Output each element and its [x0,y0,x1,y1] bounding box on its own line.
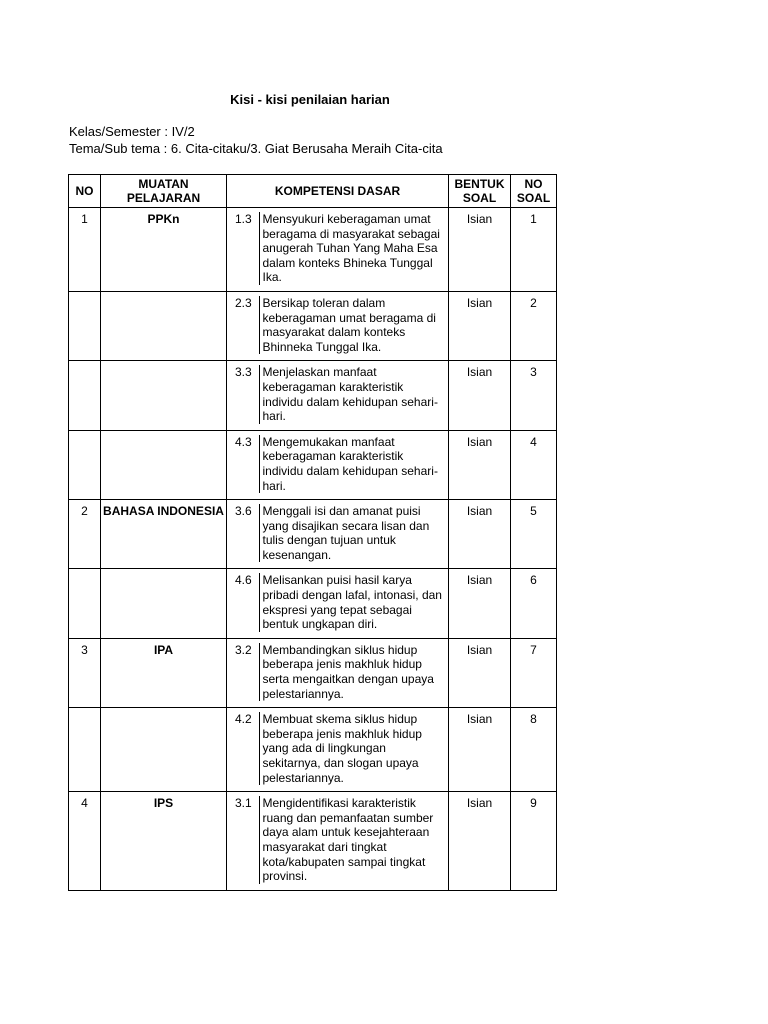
row-bentuk-soal: Isian [449,361,511,430]
row-kd-number: 4.6 [227,569,259,638]
row-mapel [101,361,227,430]
row-kd-number: 3.1 [227,792,259,891]
row-no-soal: 8 [511,708,557,792]
row-kd-number: 3.6 [227,500,259,569]
row-kd-text [259,638,449,707]
table-body [69,208,557,891]
header-no: NO [69,175,101,208]
row-no-soal: 3 [511,361,557,430]
kd-description: Mensyukuri keberagaman umat beragama di masyarakat sebagai anugerah Tuhan Yang Maha Esa dalam konteks Bhineka Tunggal Ika. [259,212,445,285]
row-kd-text [259,708,449,792]
row-bentuk-soal: Isian [449,208,511,292]
kd-description: Mengemukakan manfaat keberagaman karakteristik individu dalam kehidupan sehari-hari. [259,435,445,493]
row-mapel: IPA [101,638,227,707]
table-row [69,291,557,360]
header-kd: KOMPETENSI DASAR [227,175,449,208]
row-no-soal: 6 [511,569,557,638]
kd-description: Mengidentifikasi karakteristik ruang dan pemanfaatan sumber daya alam untuk kesejahteraan masyarakat dari tingkat kota/kabupaten sampai tingkat provinsi. [259,796,445,884]
row-kd-text [259,208,449,292]
row-no [69,361,101,430]
row-no [69,291,101,360]
row-bentuk-soal: Isian [449,291,511,360]
row-mapel: PPKn [101,208,227,292]
row-kd-number: 3.2 [227,638,259,707]
table-row [69,638,557,707]
row-no-soal: 2 [511,291,557,360]
kd-description: Membuat skema siklus hidup beberapa jenis makhluk hidup yang ada di lingkungan sekitarnya, dan slogan upaya pelestariannya. [259,712,445,785]
row-no [69,708,101,792]
table-row [69,569,557,638]
row-bentuk-soal: Isian [449,792,511,891]
row-mapel [101,430,227,499]
header-bentuk: BENTUK SOAL [449,175,511,208]
row-kd-number: 1.3 [227,208,259,292]
kd-description: Menjelaskan manfaat keberagaman karakteristik individu dalam kehidupan sehari-hari. [259,365,445,423]
table-row [69,361,557,430]
row-no-soal: 5 [511,500,557,569]
row-no: 4 [69,792,101,891]
row-kd-text [259,792,449,891]
row-kd-number: 3.3 [227,361,259,430]
row-kd-number: 4.2 [227,708,259,792]
row-no-soal: 9 [511,792,557,891]
row-no: 1 [69,208,101,292]
row-kd-number: 2.3 [227,291,259,360]
row-no: 3 [69,638,101,707]
table-header-row [69,175,557,208]
header-muatan: MUATAN PELAJARAN [101,175,227,208]
kd-description: Bersikap toleran dalam keberagaman umat beragama di masyarakat dalam konteks Bhinneka Tunggal Ika. [259,296,445,354]
row-no [69,430,101,499]
table-row [69,208,557,292]
row-bentuk-soal: Isian [449,708,511,792]
row-no-soal: 1 [511,208,557,292]
kd-description: Menggali isi dan amanat puisi yang disajikan secara lisan dan tulis dengan tujuan untuk kesenangan. [259,504,445,562]
row-bentuk-soal: Isian [449,430,511,499]
row-bentuk-soal: Isian [449,569,511,638]
kisi-table [68,174,557,891]
kd-description: Melisankan puisi hasil karya pribadi dengan lafal, intonasi, dan ekspresi yang tepat sebagai bentuk ungkapan diri. [259,573,445,631]
row-no-soal: 7 [511,638,557,707]
table-row [69,430,557,499]
row-kd-text [259,361,449,430]
row-no-soal: 4 [511,430,557,499]
row-mapel: BAHASA INDONESIA [101,500,227,569]
kelas-semester: Kelas/Semester : IV/2 [69,124,195,139]
document-title: Kisi - kisi penilaian harian [230,92,390,107]
row-kd-text [259,569,449,638]
table-row [69,500,557,569]
row-bentuk-soal: Isian [449,638,511,707]
table-row [69,708,557,792]
header-nosoal: NO SOAL [511,175,557,208]
row-mapel [101,291,227,360]
row-mapel: IPS [101,792,227,891]
row-kd-text [259,430,449,499]
row-bentuk-soal: Isian [449,500,511,569]
row-no: 2 [69,500,101,569]
row-kd-number: 4.3 [227,430,259,499]
table-row [69,792,557,891]
row-mapel [101,569,227,638]
kd-description: Membandingkan siklus hidup beberapa jenis makhluk hidup serta mengaitkan dengan upaya pelestariannya. [259,643,445,701]
row-kd-text [259,500,449,569]
row-kd-text [259,291,449,360]
row-mapel [101,708,227,792]
tema-subtema: Tema/Sub tema : 6. Cita-citaku/3. Giat Berusaha Meraih Cita-cita [69,141,443,156]
row-no [69,569,101,638]
